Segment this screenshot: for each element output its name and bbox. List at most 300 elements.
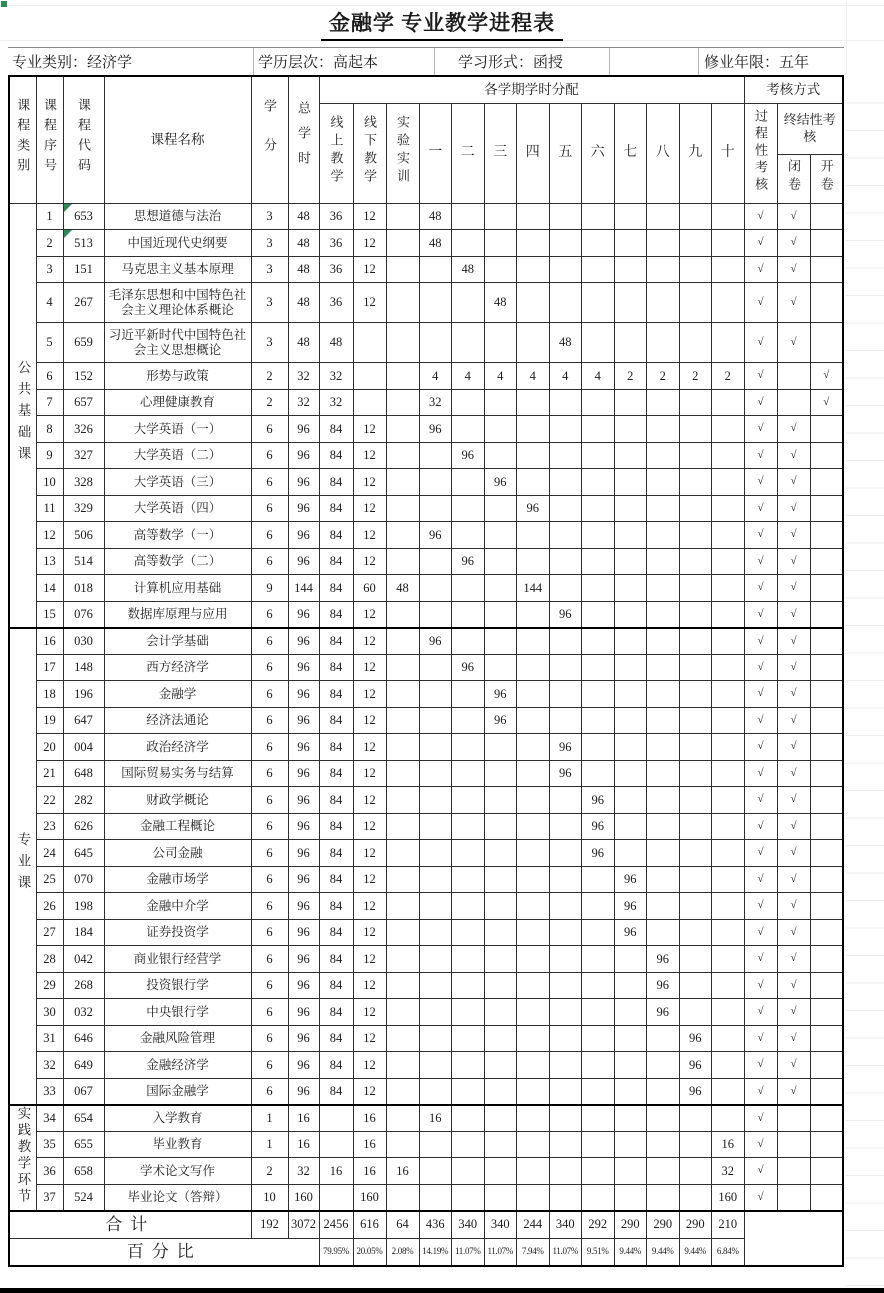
semester-hours-cell <box>549 893 582 920</box>
course-row <box>9 323 843 363</box>
closed-exam-check-cell <box>777 1105 810 1132</box>
semester-hours-cell: 96 <box>582 787 615 814</box>
course-seq: 8 <box>36 416 63 443</box>
closed-exam-check-cell: √ <box>777 972 810 999</box>
course-online-hours: 84 <box>319 999 353 1026</box>
semester-hours-cell <box>517 707 550 734</box>
process-check-cell: √ <box>744 1105 777 1132</box>
info-separator <box>698 48 699 76</box>
semester-hours-cell <box>484 787 517 814</box>
course-offline-hours: 60 <box>353 575 386 602</box>
semester-hours-cell <box>712 575 745 602</box>
open-exam-check-cell <box>810 1158 843 1185</box>
course-credit: 6 <box>251 840 288 867</box>
course-name: 高等数学（一） <box>104 522 251 549</box>
semester-hours-cell <box>484 813 517 840</box>
course-credit: 6 <box>251 919 288 946</box>
info-separator <box>609 48 610 76</box>
course-name: 会计学基础 <box>104 628 251 655</box>
semester-hours-cell <box>614 323 647 363</box>
open-exam-check-cell <box>810 734 843 761</box>
semester-hours-cell <box>549 787 582 814</box>
course-row <box>9 283 843 323</box>
totals-credit: 192 <box>251 1211 288 1239</box>
course-row <box>9 628 843 655</box>
course-online-hours: 84 <box>319 575 353 602</box>
course-row <box>9 1131 843 1158</box>
semester-hours-cell <box>647 1025 680 1052</box>
course-offline-hours: 12 <box>353 760 386 787</box>
semester-hours-cell <box>614 972 647 999</box>
header-sem-3: 三 <box>484 103 517 203</box>
semester-hours-cell <box>419 840 452 867</box>
course-seq: 5 <box>36 323 63 363</box>
semester-hours-cell <box>582 734 615 761</box>
process-check-cell: √ <box>744 972 777 999</box>
semester-hours-cell <box>549 1184 582 1211</box>
course-credit: 6 <box>251 628 288 655</box>
semester-hours-cell: 96 <box>614 919 647 946</box>
process-check-cell: √ <box>744 1025 777 1052</box>
course-exp-hours <box>386 840 419 867</box>
course-credit: 3 <box>251 283 288 323</box>
course-code: 030 <box>63 628 104 655</box>
course-exp-hours <box>386 548 419 575</box>
course-offline-hours: 12 <box>353 203 386 230</box>
semester-hours-cell: 4 <box>582 363 615 390</box>
course-total-hours: 48 <box>288 230 319 257</box>
percent-value: 9.44% <box>647 1238 680 1266</box>
header-offline-hours: 线下教学 <box>353 103 386 203</box>
semester-hours-cell: 160 <box>712 1184 745 1211</box>
semester-hours-cell <box>712 681 745 708</box>
semester-hours-cell: 96 <box>484 707 517 734</box>
course-seq: 16 <box>36 628 63 655</box>
semester-hours-cell <box>712 1105 745 1132</box>
totals-offline: 616 <box>353 1211 386 1239</box>
semester-hours-cell <box>712 654 745 681</box>
semester-hours-cell: 96 <box>679 1052 712 1079</box>
process-check-cell: √ <box>744 363 777 390</box>
course-name: 政治经济学 <box>104 734 251 761</box>
semester-hours-cell <box>484 1105 517 1132</box>
semester-hours-cell <box>517 230 550 257</box>
closed-exam-check-cell: √ <box>777 919 810 946</box>
course-row <box>9 1078 843 1105</box>
semester-hours-cell <box>582 1105 615 1132</box>
semester-hours-cell <box>647 1131 680 1158</box>
totals-semester: 290 <box>647 1211 680 1239</box>
header-credit: 学分 <box>251 76 288 203</box>
semester-hours-cell <box>517 628 550 655</box>
course-code: 513 <box>63 230 104 257</box>
semester-hours-cell <box>517 1052 550 1079</box>
semester-hours-cell <box>712 442 745 469</box>
course-name: 金融经济学 <box>104 1052 251 1079</box>
course-total-hours: 48 <box>288 256 319 283</box>
semester-hours-cell <box>679 866 712 893</box>
process-check-cell: √ <box>744 495 777 522</box>
course-name: 中国近现代史纲要 <box>104 230 251 257</box>
semester-hours-cell <box>517 813 550 840</box>
semester-hours-cell <box>712 203 745 230</box>
semester-hours-cell <box>419 256 452 283</box>
course-row <box>9 972 843 999</box>
course-seq: 36 <box>36 1158 63 1185</box>
semester-hours-cell <box>582 707 615 734</box>
course-credit: 2 <box>251 1158 288 1185</box>
semester-hours-cell <box>452 919 485 946</box>
course-online-hours: 36 <box>319 203 353 230</box>
semester-hours-cell <box>647 707 680 734</box>
course-row <box>9 707 843 734</box>
course-credit: 6 <box>251 469 288 496</box>
info-separator <box>434 48 435 76</box>
semester-hours-cell <box>549 840 582 867</box>
semester-hours-cell <box>582 256 615 283</box>
semester-hours-cell <box>484 548 517 575</box>
semester-hours-cell <box>582 681 615 708</box>
semester-hours-cell <box>647 601 680 628</box>
semester-hours-cell <box>679 707 712 734</box>
semester-hours-cell: 96 <box>582 813 615 840</box>
percent-value: 11.07% <box>549 1238 582 1266</box>
course-code: 524 <box>63 1184 104 1211</box>
open-exam-check-cell <box>810 442 843 469</box>
semester-hours-cell <box>679 601 712 628</box>
course-row <box>9 363 843 390</box>
semester-hours-cell <box>647 760 680 787</box>
semester-hours-cell <box>679 416 712 443</box>
course-code: 184 <box>63 919 104 946</box>
semester-hours-cell <box>452 575 485 602</box>
semester-hours-cell: 4 <box>419 363 452 390</box>
course-code: 070 <box>63 866 104 893</box>
totals-semester: 340 <box>484 1211 517 1239</box>
course-name: 金融风险管理 <box>104 1025 251 1052</box>
course-total-hours: 96 <box>288 787 319 814</box>
course-credit: 6 <box>251 1078 288 1105</box>
course-credit: 6 <box>251 866 288 893</box>
open-exam-check-cell <box>810 469 843 496</box>
course-exp-hours <box>386 256 419 283</box>
semester-hours-cell <box>419 1131 452 1158</box>
semester-hours-cell: 2 <box>712 363 745 390</box>
course-row <box>9 1052 843 1079</box>
semester-hours-cell <box>679 1184 712 1211</box>
semester-hours-cell <box>614 840 647 867</box>
course-offline-hours: 12 <box>353 522 386 549</box>
course-exp-hours <box>386 946 419 973</box>
course-code: 326 <box>63 416 104 443</box>
semester-hours-cell <box>614 256 647 283</box>
course-name: 财政学概论 <box>104 787 251 814</box>
semester-hours-cell <box>614 416 647 443</box>
course-credit: 6 <box>251 893 288 920</box>
course-name: 中央银行学 <box>104 999 251 1026</box>
semester-hours-cell <box>712 601 745 628</box>
semester-hours-cell <box>452 760 485 787</box>
open-exam-check-cell <box>810 628 843 655</box>
course-seq: 35 <box>36 1131 63 1158</box>
semester-hours-cell <box>452 734 485 761</box>
totals-exp: 64 <box>386 1211 419 1239</box>
course-online-hours: 84 <box>319 813 353 840</box>
semester-hours-cell <box>582 893 615 920</box>
course-name: 国际金融学 <box>104 1078 251 1105</box>
course-row <box>9 256 843 283</box>
semester-hours-cell <box>549 972 582 999</box>
closed-exam-check-cell: √ <box>777 1052 810 1079</box>
semester-hours-cell <box>679 893 712 920</box>
course-code: 148 <box>63 654 104 681</box>
course-total-hours: 32 <box>288 389 319 416</box>
course-row <box>9 681 843 708</box>
open-exam-check-cell <box>810 707 843 734</box>
semester-hours-cell <box>712 416 745 443</box>
header-sem-2: 二 <box>452 103 485 203</box>
process-check-cell: √ <box>744 256 777 283</box>
course-offline-hours: 160 <box>353 1184 386 1211</box>
process-check-cell: √ <box>744 654 777 681</box>
semester-hours-cell: 32 <box>712 1158 745 1185</box>
course-total-hours: 48 <box>288 323 319 363</box>
semester-hours-cell <box>419 548 452 575</box>
semester-hours-cell <box>614 1131 647 1158</box>
course-offline-hours: 12 <box>353 946 386 973</box>
semester-hours-cell <box>452 628 485 655</box>
semester-hours-cell <box>517 601 550 628</box>
semester-hours-cell <box>712 628 745 655</box>
course-offline-hours: 12 <box>353 548 386 575</box>
semester-hours-cell: 96 <box>549 601 582 628</box>
semester-hours-cell <box>452 893 485 920</box>
course-code: 648 <box>63 760 104 787</box>
course-code: 657 <box>63 389 104 416</box>
course-total-hours: 48 <box>288 283 319 323</box>
course-name: 形势与政策 <box>104 363 251 390</box>
semester-hours-cell <box>647 840 680 867</box>
semester-hours-cell <box>647 1078 680 1105</box>
semester-hours-cell <box>614 628 647 655</box>
totals-semester: 292 <box>582 1211 615 1239</box>
course-name: 经济法通论 <box>104 707 251 734</box>
semester-hours-cell: 4 <box>484 363 517 390</box>
course-total-hours: 96 <box>288 893 319 920</box>
semester-hours-cell: 48 <box>419 203 452 230</box>
semester-hours-cell <box>647 1184 680 1211</box>
course-offline-hours <box>353 363 386 390</box>
semester-hours-cell <box>679 840 712 867</box>
semester-hours-cell <box>517 416 550 443</box>
semester-hours-cell <box>549 522 582 549</box>
semester-hours-cell: 96 <box>549 760 582 787</box>
semester-hours-cell <box>679 323 712 363</box>
semester-hours-cell <box>679 522 712 549</box>
semester-hours-cell: 48 <box>549 323 582 363</box>
course-code: 076 <box>63 601 104 628</box>
semester-hours-cell <box>679 256 712 283</box>
closed-exam-check-cell <box>777 1131 810 1158</box>
course-total-hours: 96 <box>288 813 319 840</box>
course-credit: 6 <box>251 681 288 708</box>
semester-hours-cell <box>549 283 582 323</box>
open-exam-check-cell <box>810 999 843 1026</box>
semester-hours-cell <box>452 813 485 840</box>
course-offline-hours: 12 <box>353 1025 386 1052</box>
semester-hours-cell <box>679 628 712 655</box>
percent-row <box>9 1238 843 1266</box>
course-seq: 28 <box>36 946 63 973</box>
semester-hours-cell <box>549 469 582 496</box>
course-code: 267 <box>63 283 104 323</box>
semester-hours-cell <box>712 813 745 840</box>
course-online-hours: 48 <box>319 323 353 363</box>
semester-hours-cell <box>452 866 485 893</box>
semester-hours-cell <box>679 681 712 708</box>
semester-hours-cell <box>419 866 452 893</box>
semester-hours-cell <box>549 946 582 973</box>
course-code: 042 <box>63 946 104 973</box>
semester-hours-cell <box>647 734 680 761</box>
spreadsheet-gridlines <box>846 76 884 1286</box>
category-cell <box>9 628 36 1105</box>
course-exp-hours <box>386 654 419 681</box>
course-name: 证券投资学 <box>104 919 251 946</box>
semester-hours-cell <box>452 1078 485 1105</box>
semester-hours-cell: 96 <box>484 469 517 496</box>
process-check-cell: √ <box>744 548 777 575</box>
open-exam-check-cell <box>810 1052 843 1079</box>
semester-hours-cell <box>582 972 615 999</box>
course-total-hours: 96 <box>288 1078 319 1105</box>
semester-hours-cell: 96 <box>484 681 517 708</box>
study-form-field: 学习形式：函授 <box>458 55 564 71</box>
course-code: 196 <box>63 681 104 708</box>
course-credit: 6 <box>251 787 288 814</box>
totals-semester: 244 <box>517 1211 550 1239</box>
semester-hours-cell <box>647 469 680 496</box>
semester-hours-cell <box>582 495 615 522</box>
course-exp-hours <box>386 681 419 708</box>
semester-hours-cell <box>614 654 647 681</box>
header-course-category: 课程类别 <box>9 76 36 203</box>
course-credit: 1 <box>251 1131 288 1158</box>
totals-semester: 290 <box>614 1211 647 1239</box>
semester-hours-cell <box>614 1078 647 1105</box>
course-seq: 17 <box>36 654 63 681</box>
semester-hours-cell <box>712 548 745 575</box>
semester-hours-cell <box>419 1025 452 1052</box>
course-online-hours: 84 <box>319 601 353 628</box>
semester-hours-cell <box>549 1078 582 1105</box>
totals-row <box>9 1211 843 1239</box>
course-credit: 6 <box>251 999 288 1026</box>
semester-hours-cell <box>712 495 745 522</box>
semester-hours-cell <box>452 469 485 496</box>
open-exam-check-cell <box>810 1131 843 1158</box>
header-sem-9: 九 <box>679 103 712 203</box>
semester-hours-cell <box>549 813 582 840</box>
education-level-field: 学历层次：高起本 <box>258 55 379 71</box>
process-check-cell: √ <box>744 734 777 761</box>
semester-hours-cell <box>712 893 745 920</box>
semester-hours-cell <box>517 919 550 946</box>
course-name: 数据库原理与应用 <box>104 601 251 628</box>
semester-hours-cell <box>484 1052 517 1079</box>
process-check-cell: √ <box>744 442 777 469</box>
totals-semester: 210 <box>712 1211 745 1239</box>
header-sem-1: 一 <box>419 103 452 203</box>
course-online-hours: 84 <box>319 654 353 681</box>
semester-hours-cell <box>614 1105 647 1132</box>
semester-hours-cell <box>549 256 582 283</box>
semester-hours-cell <box>582 628 615 655</box>
header-assessment-group: 考核方式 <box>744 76 843 103</box>
semester-hours-cell <box>582 416 615 443</box>
semester-hours-cell <box>419 1078 452 1105</box>
course-offline-hours: 12 <box>353 416 386 443</box>
course-code: 646 <box>63 1025 104 1052</box>
semester-hours-cell <box>582 866 615 893</box>
closed-exam-check-cell: √ <box>777 681 810 708</box>
semester-hours-cell <box>517 999 550 1026</box>
process-check-cell: √ <box>744 813 777 840</box>
closed-exam-check-cell: √ <box>777 760 810 787</box>
open-exam-check-cell <box>810 893 843 920</box>
course-seq: 34 <box>36 1105 63 1132</box>
semester-hours-cell: 96 <box>582 840 615 867</box>
course-total-hours: 96 <box>288 548 319 575</box>
course-seq: 21 <box>36 760 63 787</box>
totals-online: 2456 <box>319 1211 353 1239</box>
course-exp-hours: 16 <box>386 1158 419 1185</box>
course-name: 马克思主义基本原理 <box>104 256 251 283</box>
open-exam-check-cell <box>810 813 843 840</box>
header-sem-7: 七 <box>614 103 647 203</box>
course-code: 655 <box>63 1131 104 1158</box>
course-offline-hours <box>353 389 386 416</box>
course-code: 198 <box>63 893 104 920</box>
semester-hours-cell <box>484 203 517 230</box>
semester-hours-cell <box>614 495 647 522</box>
semester-hours-cell <box>452 707 485 734</box>
course-name: 学术论文写作 <box>104 1158 251 1185</box>
semester-hours-cell <box>419 1052 452 1079</box>
process-check-cell: √ <box>744 1158 777 1185</box>
course-total-hours: 96 <box>288 495 319 522</box>
process-check-cell: √ <box>744 1131 777 1158</box>
course-offline-hours: 12 <box>353 840 386 867</box>
semester-hours-cell: 96 <box>419 416 452 443</box>
semester-hours-cell: 144 <box>517 575 550 602</box>
semester-hours-cell: 96 <box>679 1025 712 1052</box>
semester-hours-cell <box>419 1158 452 1185</box>
course-total-hours: 96 <box>288 654 319 681</box>
semester-hours-cell <box>484 866 517 893</box>
course-credit: 6 <box>251 707 288 734</box>
semester-hours-cell <box>582 575 615 602</box>
course-seq: 23 <box>36 813 63 840</box>
semester-hours-cell <box>614 681 647 708</box>
info-bar <box>8 47 844 76</box>
course-name: 毕业教育 <box>104 1131 251 1158</box>
semester-hours-cell <box>614 601 647 628</box>
closed-exam-check-cell <box>777 1184 810 1211</box>
schedule-table <box>8 75 844 1267</box>
open-exam-check-cell <box>810 1105 843 1132</box>
semester-hours-cell <box>484 972 517 999</box>
